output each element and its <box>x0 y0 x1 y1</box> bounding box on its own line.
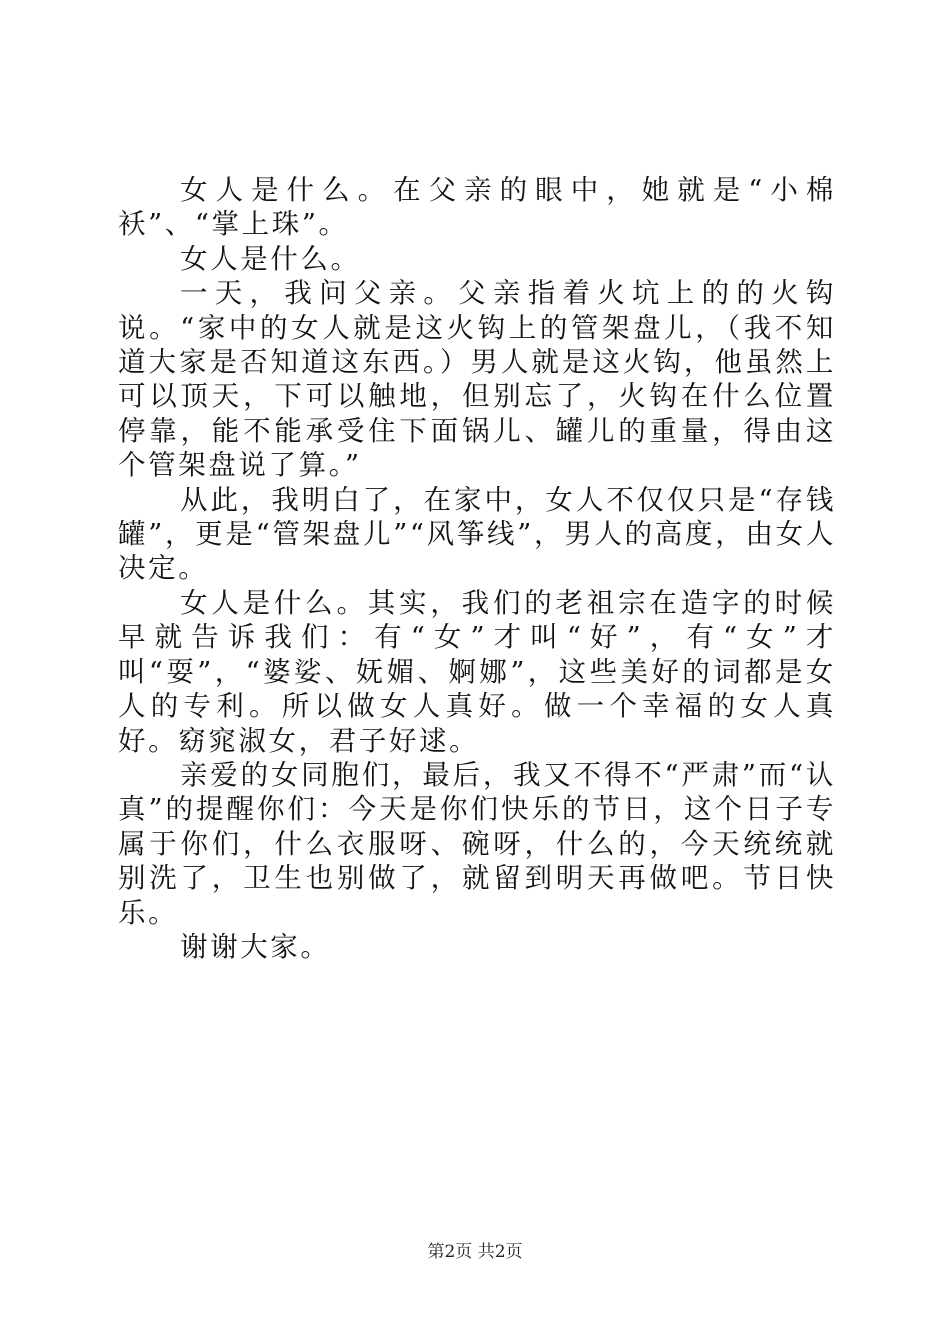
paragraph-1: 女人是什么。在父亲的眼中，她就是“小棉袄”、“掌上珠”。 <box>118 174 836 241</box>
paragraph-6: 亲爱的女同胞们，最后，我又不得不“严肃”而“认真”的提醒你们：今天是你们快乐的节日，这个日子专属于你们，什么衣服呀、碗呀，什么的，今天统统就别洗了，卫生也别做了，就留到明天再做吧。节日快乐。 <box>118 758 836 929</box>
page-footer <box>0 1241 950 1263</box>
paragraph-2: 女人是什么。 <box>180 242 361 275</box>
paragraph-3: 一天，我问父亲。父亲指着火坑上的的火钩说。“家中的女人就是这火钩上的管架盘儿，（我不知道大家是否知道这东西。）男人就是这火钩，他虽然上可以顶天，下可以触地，但别忘了，火钩在什么位置停靠，能不能承受住下面锅儿、罐儿的重量，得由这个管架盘说了算。” <box>118 277 836 482</box>
paragraph-7: 谢谢大家。 <box>180 930 331 963</box>
document-body <box>118 173 836 964</box>
page-number-label: 第2页 共2页 <box>427 1242 523 1262</box>
paragraph-4: 从此，我明白了，在家中，女人不仅仅只是“存钱罐”，更是“管架盘儿”“风筝线”，男人的高度，由女人决定。 <box>118 483 836 585</box>
paragraph-5: 女人是什么。其实，我们的老祖宗在造字的时候早就告诉我们：有“女”才叫“好”，有“女”才叫“耍”，“婆娑、妩媚、婀娜”，这些美好的词都是女人的专利。所以做女人真好。做一个幸福的女人真好。窈窕淑女，君子好逑。 <box>118 586 836 757</box>
